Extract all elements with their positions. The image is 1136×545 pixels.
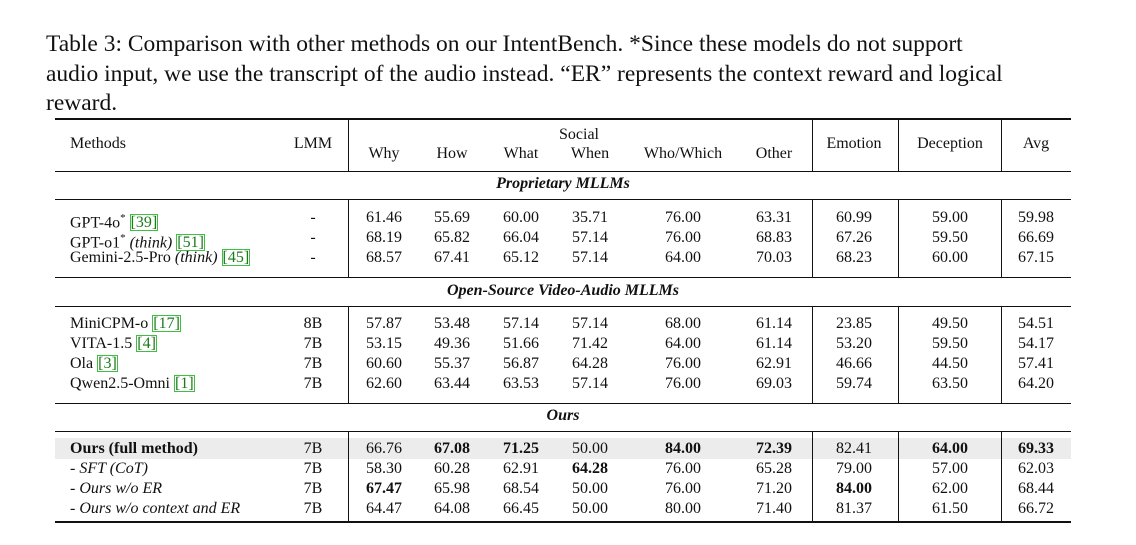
score-cell: 61.14: [756, 315, 792, 332]
score-cell: 63.31: [756, 209, 792, 226]
score-cell: 61.46: [366, 209, 402, 226]
score-cell: 60.60: [366, 355, 402, 372]
method-name: Ola [3]: [70, 355, 117, 372]
score-cell: 82.41: [836, 440, 872, 457]
column-divider: [898, 200, 899, 277]
score-cell: 76.00: [665, 229, 701, 246]
score-cell: 60.00: [932, 249, 968, 266]
section-title-open-source: Open-Source Video-Audio MLLMs: [446, 282, 679, 299]
caption-line-1: Table 3: Comparison with other methods on our IntentBench. *Since these models do not support: [46, 31, 963, 57]
score-cell: 55.69: [434, 209, 470, 226]
highlight-row-background: [55, 438, 1071, 459]
method-name: GPT-4o* [39]: [70, 212, 158, 232]
section-rule: [55, 277, 1071, 278]
score-cell: 76.00: [665, 375, 701, 392]
score-cell: 76.00: [665, 480, 701, 497]
score-cell: 62.91: [503, 460, 539, 477]
citation-link[interactable]: [39]: [130, 214, 158, 232]
comparison-table: [55, 118, 1071, 523]
caption-line-3: reward.: [46, 90, 118, 116]
table-caption: [46, 30, 1096, 119]
score-cell: 64.00: [932, 440, 968, 457]
column-divider: [1001, 200, 1002, 277]
score-cell: 53.20: [836, 335, 872, 352]
top-rule: [55, 118, 1071, 120]
lmm-size: 7B: [303, 355, 323, 372]
column-divider: [348, 200, 349, 277]
score-cell: 62.03: [1018, 460, 1054, 477]
score-cell: 61.14: [756, 335, 792, 352]
score-cell: 66.76: [366, 440, 402, 457]
score-cell: 66.45: [503, 500, 539, 517]
method-name: - Ours w/o ER: [70, 480, 162, 497]
score-cell: 46.66: [836, 355, 872, 372]
score-cell: 53.48: [434, 315, 470, 332]
score-cell: 60.28: [434, 460, 470, 477]
score-cell: 66.04: [503, 229, 539, 246]
score-cell: 50.00: [572, 480, 608, 497]
score-cell: 61.50: [932, 500, 968, 517]
score-cell: 62.60: [366, 375, 402, 392]
score-cell: 65.98: [434, 480, 470, 497]
section-rule: [55, 403, 1071, 404]
citation-link[interactable]: [3]: [98, 355, 117, 372]
score-cell: 71.25: [503, 440, 539, 457]
score-cell: 60.99: [836, 209, 872, 226]
score-cell: 65.28: [756, 460, 792, 477]
score-cell: 60.00: [503, 209, 539, 226]
bottom-rule: [55, 521, 1071, 523]
method-name: MiniCPM-o [17]: [70, 315, 180, 332]
method-name: - SFT (CoT): [70, 460, 148, 477]
lmm-size: 7B: [303, 375, 323, 392]
score-cell: 53.15: [366, 335, 402, 352]
score-cell: 64.08: [434, 500, 470, 517]
score-cell: 23.85: [836, 315, 872, 332]
lmm-size: 7B: [303, 480, 323, 497]
score-cell: 56.87: [503, 355, 539, 372]
lmm-size: 7B: [303, 335, 323, 352]
score-cell: 57.14: [572, 315, 608, 332]
header-why: Why: [368, 145, 400, 162]
header-how: How: [436, 145, 468, 162]
score-cell: 80.00: [665, 500, 701, 517]
score-cell: 59.00: [932, 209, 968, 226]
score-cell: 57.87: [366, 315, 402, 332]
score-cell: 55.37: [434, 355, 470, 372]
score-cell: 49.36: [434, 335, 470, 352]
lmm-size: -: [310, 249, 316, 266]
score-cell: 57.14: [503, 315, 539, 332]
column-divider: [898, 119, 899, 171]
lmm-size: 7B: [303, 460, 323, 477]
score-cell: 57.00: [932, 460, 968, 477]
score-cell: 71.42: [572, 335, 608, 352]
column-divider: [348, 119, 349, 171]
score-cell: 35.71: [572, 209, 608, 226]
score-cell: 69.03: [756, 375, 792, 392]
score-cell: 50.00: [572, 500, 608, 517]
section-rule: [55, 199, 1071, 200]
column-divider: [348, 307, 349, 403]
header-avg: Avg: [1022, 135, 1050, 152]
column-divider: [898, 432, 899, 521]
score-cell: 64.20: [1018, 375, 1054, 392]
score-cell: 68.00: [665, 315, 701, 332]
score-cell: 68.54: [503, 480, 539, 497]
column-divider: [812, 200, 813, 277]
score-cell: 71.40: [756, 500, 792, 517]
method-name: - Ours w/o context and ER: [70, 500, 241, 517]
score-cell: 63.50: [932, 375, 968, 392]
score-cell: 66.69: [1018, 229, 1054, 246]
score-cell: 76.00: [665, 355, 701, 372]
score-cell: 54.51: [1018, 315, 1054, 332]
header-when: When: [570, 145, 610, 162]
column-divider: [898, 307, 899, 403]
method-name: VITA-1.5 [4]: [70, 335, 156, 352]
score-cell: 59.50: [932, 229, 968, 246]
score-cell: 84.00: [665, 440, 701, 457]
caption-line-2: audio input, we use the transcript of the audio instead. “ER” represents the context reward and logical: [46, 60, 1003, 87]
section-rule: [55, 431, 1071, 432]
method-name: GPT-o1* (think) [51]: [70, 232, 204, 252]
header-deception: Deception: [917, 135, 983, 152]
citation-link[interactable]: [45]: [222, 249, 250, 266]
lmm-size: -: [310, 209, 316, 226]
score-cell: 50.00: [572, 440, 608, 457]
header-emotion: Emotion: [826, 135, 882, 152]
score-cell: 65.82: [434, 229, 470, 246]
score-cell: 54.17: [1018, 335, 1054, 352]
score-cell: 65.12: [503, 249, 539, 266]
section-rule: [55, 306, 1071, 307]
score-cell: 64.00: [665, 335, 701, 352]
score-cell: 79.00: [836, 460, 872, 477]
citation-link[interactable]: [4]: [137, 335, 156, 352]
citation-link[interactable]: [17]: [153, 315, 180, 332]
score-cell: 64.47: [366, 500, 402, 517]
section-title-ours: Ours: [546, 407, 580, 424]
score-cell: 81.37: [836, 500, 872, 517]
score-cell: 67.47: [366, 480, 402, 497]
column-divider: [1001, 432, 1002, 521]
column-divider: [812, 432, 813, 521]
score-cell: 59.74: [836, 375, 872, 392]
score-cell: 57.41: [1018, 355, 1054, 372]
score-cell: 59.98: [1018, 209, 1054, 226]
score-cell: 70.03: [756, 249, 792, 266]
score-cell: 49.50: [932, 315, 968, 332]
score-cell: 66.72: [1018, 500, 1054, 517]
lmm-size: 8B: [303, 315, 323, 332]
score-cell: 67.41: [434, 249, 470, 266]
citation-link[interactable]: [1]: [174, 375, 194, 392]
score-cell: 59.50: [932, 335, 968, 352]
score-cell: 72.39: [756, 440, 792, 457]
citation-link[interactable]: [51]: [177, 234, 204, 252]
score-cell: 63.53: [503, 375, 539, 392]
score-cell: 67.26: [836, 229, 872, 246]
score-cell: 57.14: [572, 229, 608, 246]
header-rule: [55, 171, 1071, 172]
score-cell: 68.83: [756, 229, 792, 246]
score-cell: 71.20: [756, 480, 792, 497]
lmm-size: 7B: [303, 500, 323, 517]
score-cell: 68.57: [366, 249, 402, 266]
score-cell: 64.28: [572, 460, 608, 477]
column-divider: [1001, 119, 1002, 171]
score-cell: 57.14: [572, 375, 608, 392]
header-other: Other: [755, 145, 793, 162]
score-cell: 68.23: [836, 249, 872, 266]
score-cell: 76.00: [665, 460, 701, 477]
section-title-proprietary: Proprietary MLLMs: [496, 175, 630, 192]
score-cell: 57.14: [572, 249, 608, 266]
score-cell: 63.44: [434, 375, 470, 392]
column-divider: [812, 307, 813, 403]
column-divider: [348, 432, 349, 521]
score-cell: 68.44: [1018, 480, 1054, 497]
header-who-which: Who/Which: [643, 145, 723, 162]
score-cell: 67.15: [1018, 249, 1054, 266]
score-cell: 69.33: [1018, 440, 1054, 457]
header-what: What: [503, 145, 539, 162]
score-cell: 76.00: [665, 209, 701, 226]
lmm-size: -: [310, 229, 316, 246]
score-cell: 68.19: [366, 229, 402, 246]
score-cell: 51.66: [503, 335, 539, 352]
column-divider: [1001, 307, 1002, 403]
method-name: Gemini-2.5-Pro (think) [45]: [70, 249, 250, 266]
score-cell: 62.00: [932, 480, 968, 497]
score-cell: 44.50: [932, 355, 968, 372]
column-divider: [812, 119, 813, 171]
score-cell: 58.30: [366, 460, 402, 477]
header-social: Social: [559, 126, 599, 143]
header-lmm: LMM: [293, 135, 333, 152]
header-methods: Methods: [70, 135, 126, 152]
score-cell: 64.00: [665, 249, 701, 266]
score-cell: 84.00: [836, 480, 872, 497]
method-name: Qwen2.5-Omni [1]: [70, 375, 194, 392]
score-cell: 62.91: [756, 355, 792, 372]
method-name: Ours (full method): [70, 440, 198, 457]
score-cell: 67.08: [434, 440, 470, 457]
score-cell: 64.28: [572, 355, 608, 372]
lmm-size: 7B: [303, 440, 323, 457]
